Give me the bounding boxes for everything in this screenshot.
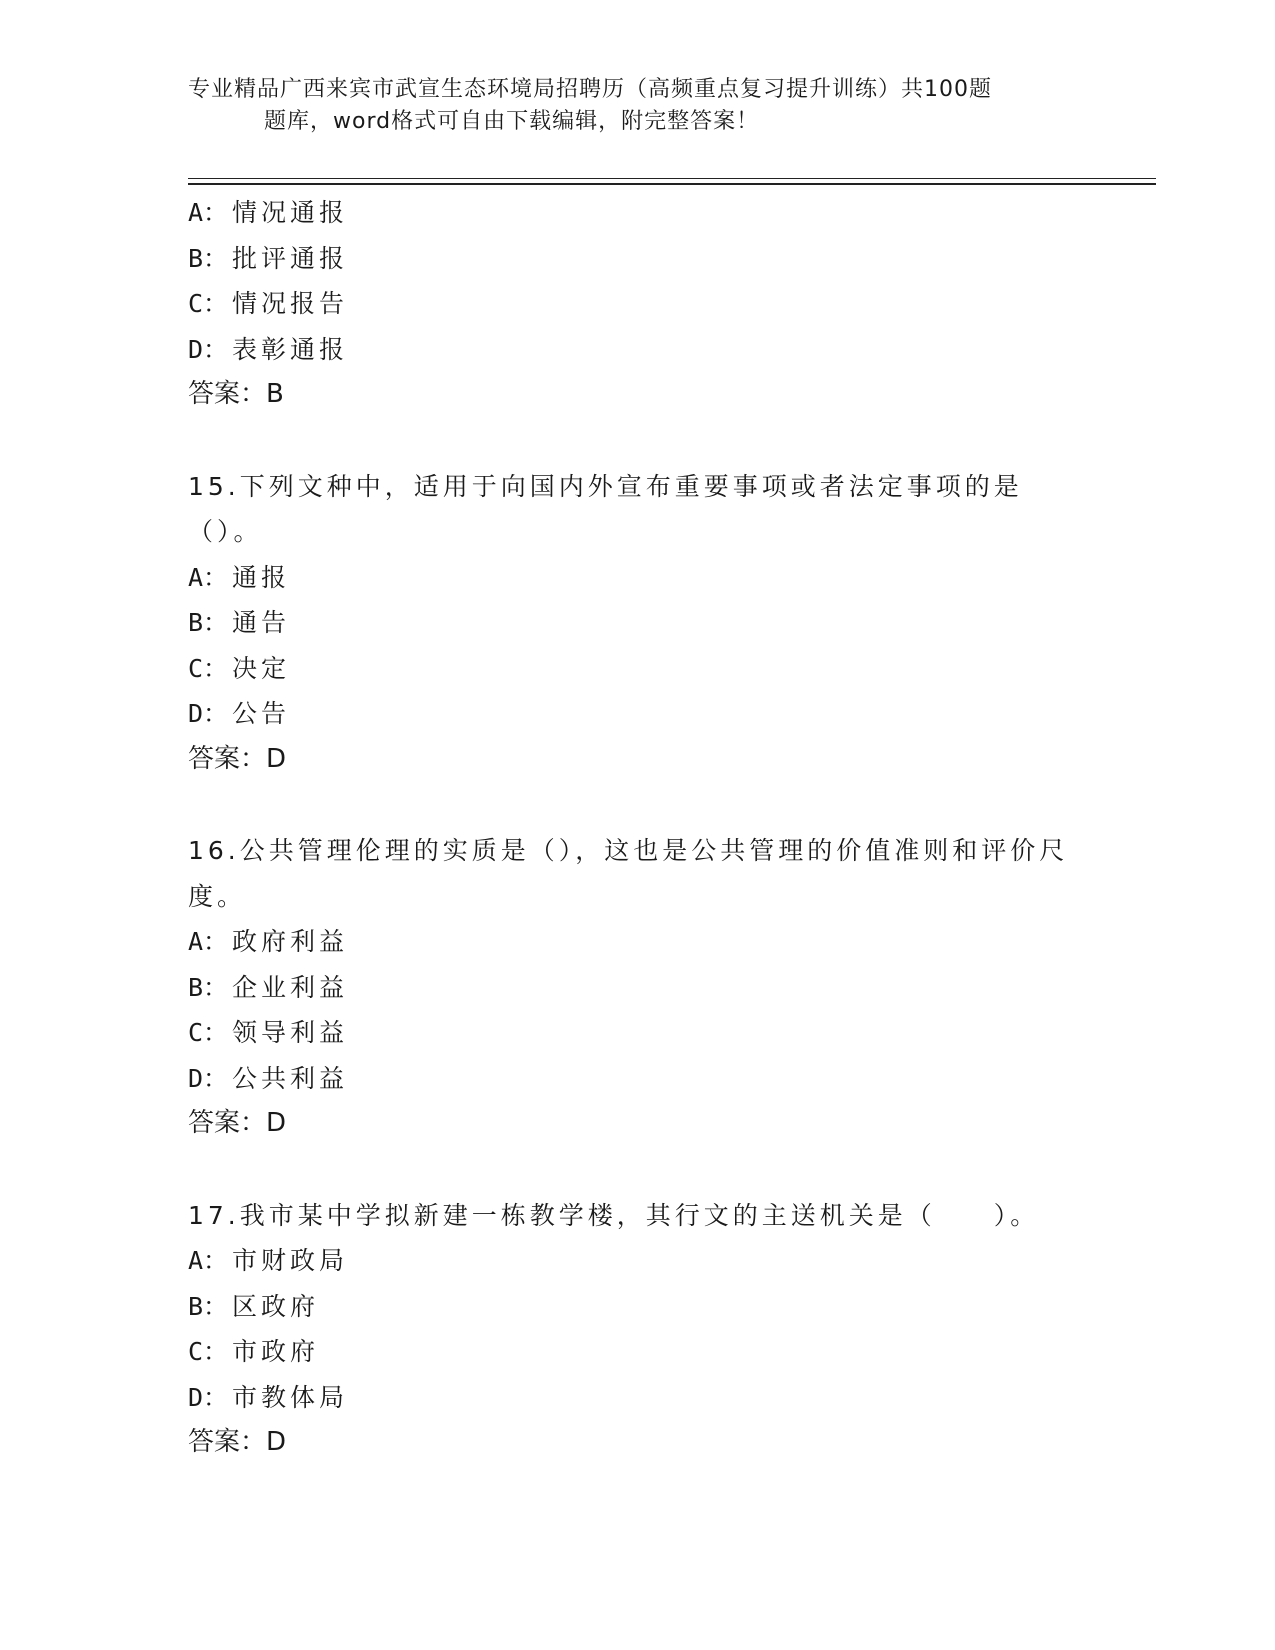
question-14-tail <box>188 190 1088 418</box>
option-a <box>188 190 1088 236</box>
answer-value: D <box>266 1427 287 1457</box>
option-letter: A： <box>188 927 229 956</box>
answer-line <box>188 372 1088 418</box>
option-b <box>188 965 1088 1011</box>
option-letter: C： <box>188 1018 229 1047</box>
option-b <box>188 600 1088 646</box>
header-title-line-1: 专业精品广西来宾市武宣生态环境局招聘历（高频重点复习提升训练）共100题 <box>188 77 992 102</box>
answer-label: 答案： <box>188 743 267 774</box>
answer-line <box>188 737 1088 783</box>
option-letter: B： <box>188 608 229 637</box>
option-d <box>188 327 1088 373</box>
document-header <box>188 74 1068 138</box>
option-letter: D： <box>188 699 229 728</box>
option-text: 情况报告 <box>232 289 349 318</box>
header-divider-thin <box>188 178 1156 179</box>
option-text: 情况通报 <box>232 198 349 227</box>
question-17 <box>188 1193 1088 1466</box>
option-a <box>188 919 1088 965</box>
question-16 <box>188 828 1088 1147</box>
option-c <box>188 1329 1088 1375</box>
question-15 <box>188 464 1088 783</box>
option-letter: A： <box>188 1246 229 1275</box>
option-letter: C： <box>188 289 229 318</box>
option-d <box>188 691 1088 737</box>
option-a <box>188 1238 1088 1284</box>
question-stem: 16.公共管理伦理的实质是（），这也是公共管理的价值准则和评价尺度。 <box>188 836 1069 911</box>
option-text: 政府利益 <box>232 927 349 956</box>
answer-value: D <box>266 743 287 774</box>
option-b <box>188 236 1088 282</box>
header-title-line-2: 题库，word格式可自由下载编辑，附完整答案！ <box>264 109 760 134</box>
option-letter: A： <box>188 198 229 227</box>
option-letter: D： <box>188 1063 229 1093</box>
option-text: 通报 <box>232 562 291 592</box>
answer-value: B <box>266 379 284 409</box>
option-letter: D： <box>188 334 229 364</box>
option-text: 决定 <box>232 653 291 683</box>
option-letter: A： <box>188 562 229 592</box>
option-c <box>188 281 1088 327</box>
question-stem: 15.下列文种中，适用于向国内外宣布重要事项或者法定事项的是（）。 <box>188 471 1023 546</box>
option-letter: D： <box>188 1382 229 1412</box>
option-letter: B： <box>188 1291 229 1321</box>
answer-label: 答案： <box>188 1427 267 1457</box>
question-list <box>188 190 1088 1466</box>
option-letter: B： <box>188 243 229 273</box>
option-text: 批评通报 <box>232 243 349 273</box>
option-d <box>188 1056 1088 1102</box>
option-text: 公告 <box>232 699 291 728</box>
option-b <box>188 1284 1088 1330</box>
option-a <box>188 555 1088 601</box>
option-text: 市教体局 <box>232 1382 349 1412</box>
answer-value: D <box>266 1108 287 1138</box>
option-c <box>188 1010 1088 1056</box>
header-divider-thick <box>188 183 1156 185</box>
option-text: 区政府 <box>232 1291 320 1321</box>
answer-label: 答案： <box>188 379 267 409</box>
option-text: 企业利益 <box>232 972 349 1002</box>
option-letter: B： <box>188 972 229 1002</box>
option-c <box>188 646 1088 692</box>
answer-label: 答案： <box>188 1108 267 1138</box>
option-letter: C： <box>188 1337 229 1366</box>
option-text: 通告 <box>232 608 291 637</box>
option-text: 市政府 <box>232 1337 320 1366</box>
answer-line <box>188 1101 1088 1147</box>
option-text: 公共利益 <box>232 1063 349 1093</box>
option-text: 市财政局 <box>232 1246 349 1275</box>
option-text: 领导利益 <box>232 1018 349 1047</box>
question-stem: 17.我市某中学拟新建一栋教学楼，其行文的主送机关是（ ）。 <box>188 1200 1040 1230</box>
answer-line <box>188 1420 1088 1466</box>
option-letter: C： <box>188 653 229 683</box>
option-text: 表彰通报 <box>232 334 349 364</box>
option-d <box>188 1375 1088 1421</box>
